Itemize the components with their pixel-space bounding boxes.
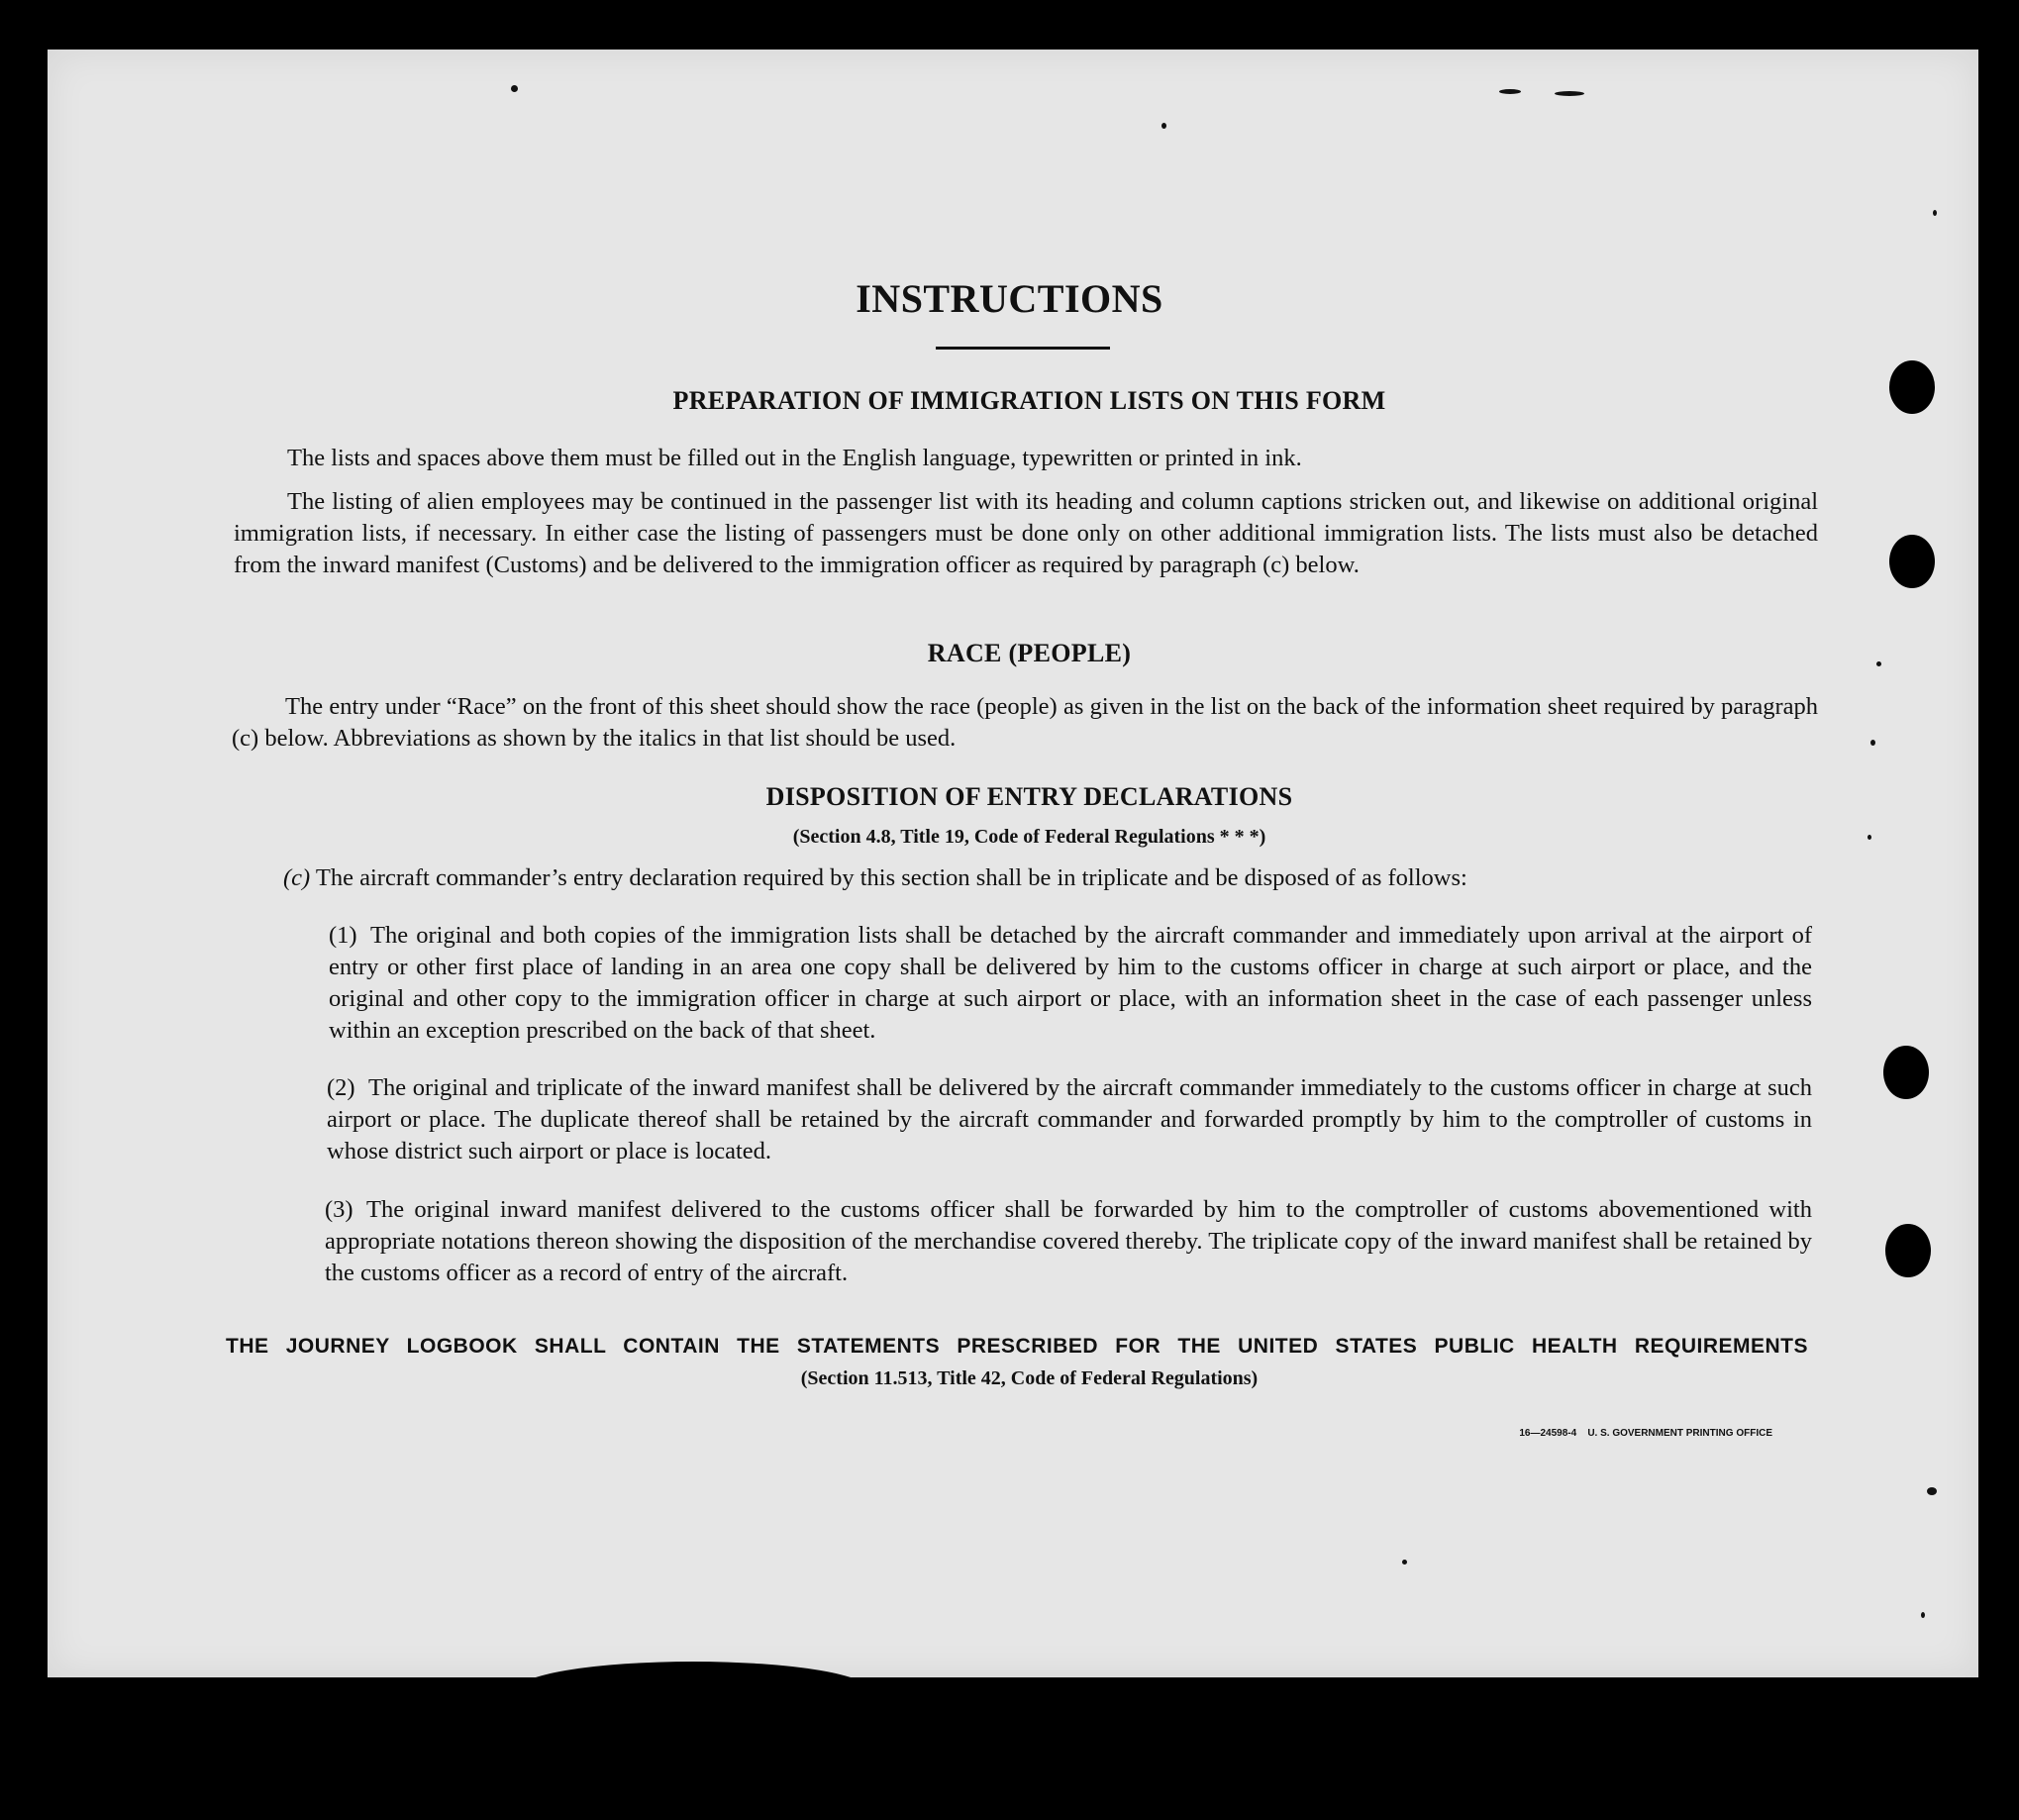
title-underline xyxy=(936,347,1110,350)
list-item xyxy=(325,1194,1812,1289)
disposition-intro-text: The aircraft commander’s entry declaration required by this section shall be in triplicate and be disposed of as follows: xyxy=(315,864,1467,891)
list-item-text: The original and triplicate of the inward manifest shall be delivered by the aircraft commander immediately to the customs officer in charge at such airport or place. The duplicate thereof shall be retained by the aircraft commander and forwarded promptly by him to the comptroller of customs in whose district such airport or place is located. xyxy=(327,1074,1812,1164)
section-heading-disposition: DISPOSITION OF ENTRY DECLARATIONS xyxy=(765,782,1293,811)
list-item-number: (2) xyxy=(327,1074,355,1101)
list-item xyxy=(329,920,1812,1047)
printer-imprint xyxy=(1460,1428,1772,1439)
preparation-paragraph-1: The lists and spaces above them must be filled out in the English language, typewritten or printed in ink. xyxy=(287,445,1302,471)
list-item-number: (1) xyxy=(329,922,357,949)
document-title: INSTRUCTIONS xyxy=(856,276,1163,321)
disposition-citation: (Section 4.8, Title 19, Code of Federal Regulations * * *) xyxy=(792,826,1266,848)
paragraph-label: (c) xyxy=(283,864,311,891)
race-paragraph: The entry under “Race” on the front of this sheet should show the race (people) as given in the list on the back of the information sheet required by paragraph (c) below. Abbreviations as shown by the italics in that list should be used. xyxy=(232,693,1818,752)
list-item-text: The original inward manifest delivered to the customs officer shall be forwarded by him to the comptroller of customs abovementioned with appropriate notations thereon showing the disposition of the merchandise covered thereby. The triplicate copy of the inward manifest shall be retained by the customs officer as a record of entry of the aircraft. xyxy=(325,1196,1812,1286)
printer-name: U. S. GOVERNMENT PRINTING OFFICE xyxy=(1587,1428,1772,1439)
section-heading-race: RACE (PEOPLE) xyxy=(927,639,1132,667)
public-health-statement: THE JOURNEY LOGBOOK SHALL CONTAIN THE STATEMENTS PRESCRIBED FOR THE UNITED STATES PUBLIC HEALTH REQUIREMENTS xyxy=(226,1335,1808,1358)
disposition-intro xyxy=(283,862,1818,894)
list-item-number: (3) xyxy=(325,1196,353,1223)
list-item-text: The original and both copies of the immigration lists shall be detached by the aircraft commander and immediately upon arrival at the airport of entry or other first place of landing in an area one copy shall be delivered by him to the customs officer in charge at such airport or place, and the original and other copy to the immigration officer in charge at such airport or place, with an information sheet in the case of each passenger unless within an exception prescribed on the back of that sheet. xyxy=(329,922,1812,1044)
public-health-citation: (Section 11.513, Title 42, Code of Federal Regulations) xyxy=(800,1367,1259,1389)
section-heading-preparation: PREPARATION OF IMMIGRATION LISTS ON THIS FORM xyxy=(672,386,1386,415)
printer-code: 16—24598-4 xyxy=(1519,1428,1577,1439)
list-item xyxy=(327,1072,1812,1167)
preparation-paragraph-2: The listing of alien employees may be continued in the passenger list with its heading and column captions stricken out, and likewise on additional original immigration lists, if necessary. In either case the listing of passengers must be done only on other additional immigration lists. The lists must also be detached from the inward manifest (Customs) and be delivered to the immigration officer as required by paragraph (c) below. xyxy=(234,488,1818,578)
